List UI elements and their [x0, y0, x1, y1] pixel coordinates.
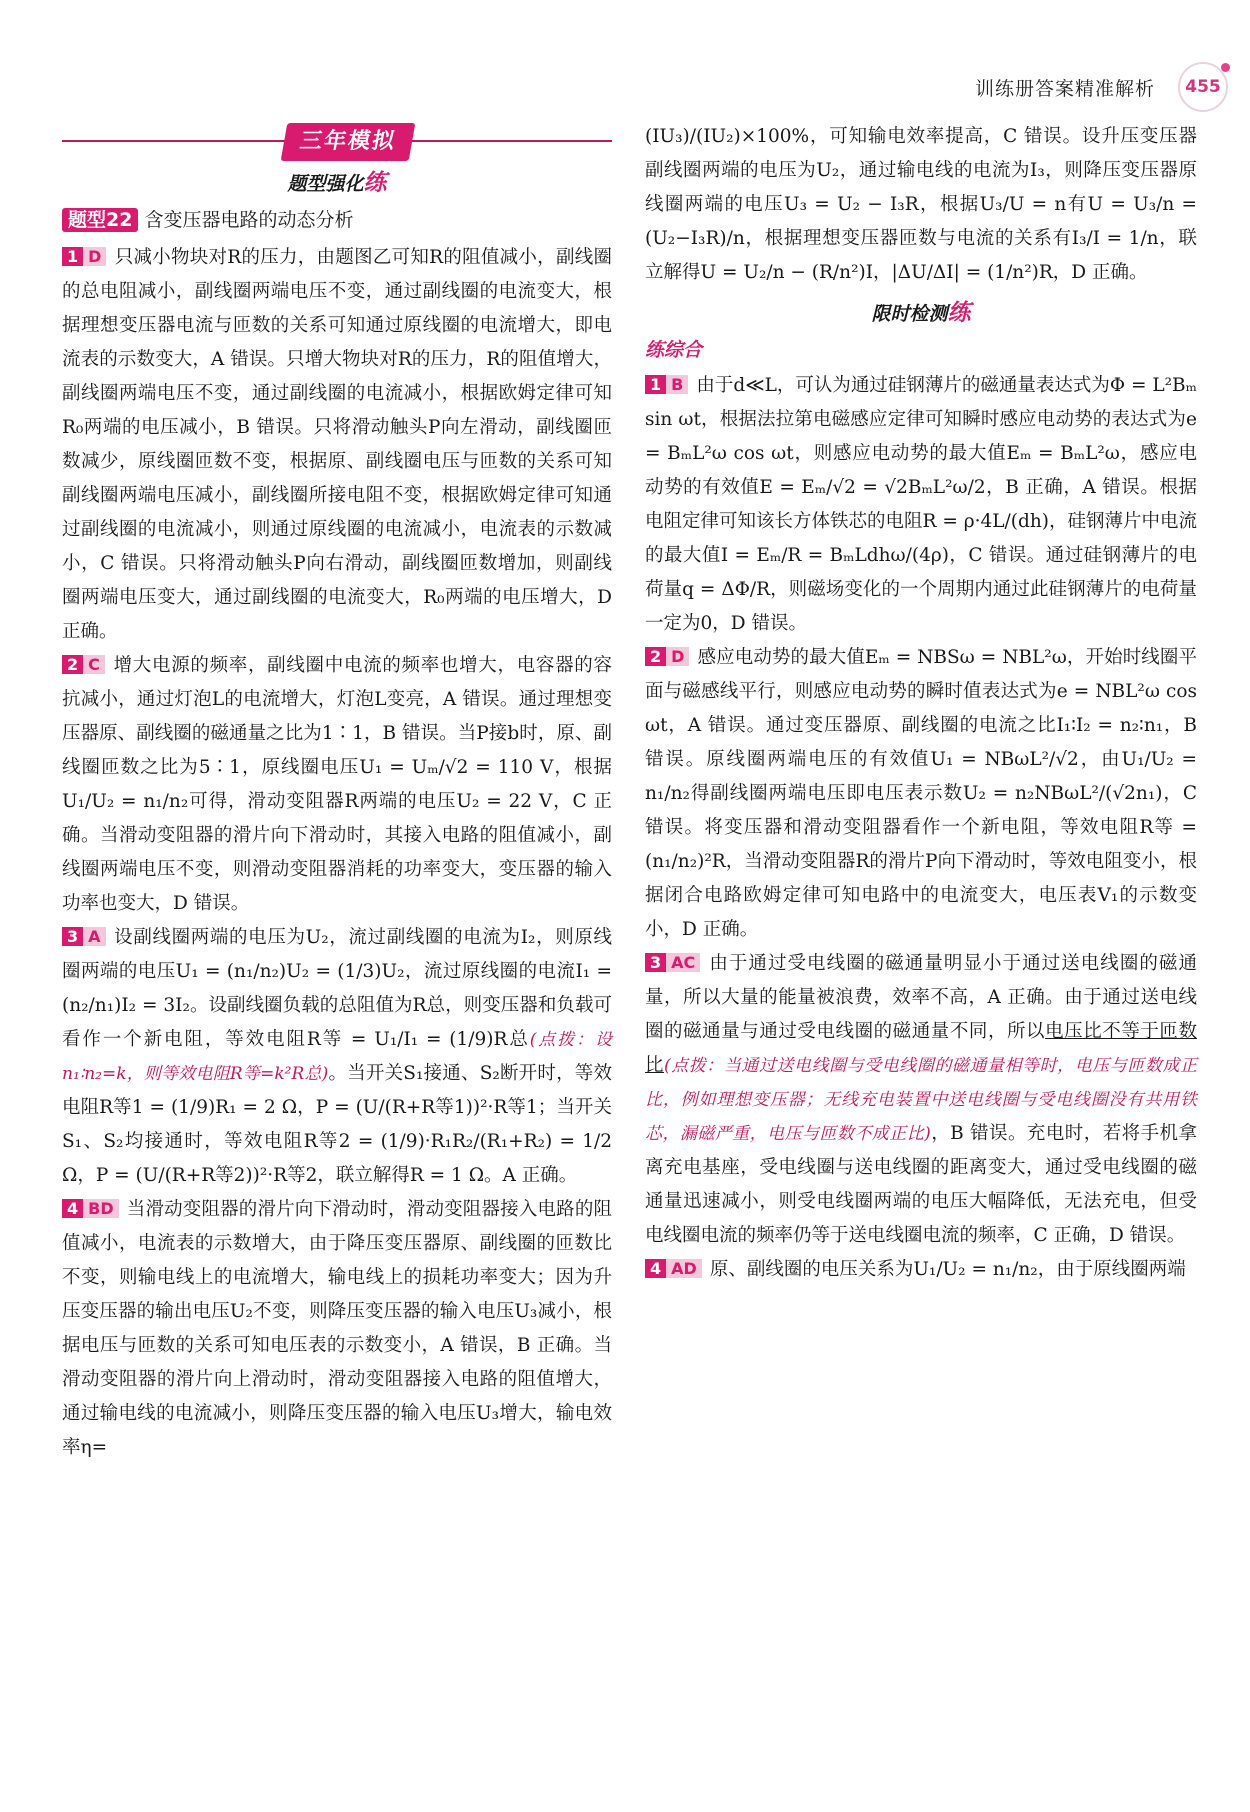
- answer-text-cont: ，B 错误。充电时，若将手机拿离充电基座，受电线圈与送电线圈的距离变大，通过受电线圈的磁通量迅速减小，则受电线圈两端的电压大幅降低，无法充电，但受电线圈电流的频率仍等于送电线圈电流的频率，C 正确，D 错误。: [645, 1123, 1197, 1246]
- topic-label: [62, 208, 138, 232]
- answer-badge: [645, 1258, 702, 1280]
- answer-letter: A: [83, 927, 105, 946]
- answer-badge: [645, 952, 700, 974]
- question-number: 3: [62, 927, 83, 946]
- section-banner: [62, 120, 612, 160]
- answer-letter: AD: [666, 1259, 702, 1278]
- answer-badge: [62, 926, 106, 948]
- subsection-title-accent: 练: [947, 300, 971, 326]
- hint-note: (点拨：设n₁∶n₂=k，则等效电阻R等=k²R总): [62, 1030, 612, 1084]
- answer-text: 当滑动变阻器的滑片向下滑动时，滑动变阻器接入电路的阻值减小，电流表的示数增大，由于降压变压器原、副线圈的匝数比不变，则输电线上的电流增大，输电线上的损耗功率变大；因为升压变压器的输出电压U₂不变，则降压变压器的输入电压U₃减小，根据电压与匝数的关系可知电压表的示数变小，A 错误，B 正确。当滑动变阻器的滑片向上滑动时，滑动变阻器接入电路的阻值增大，通过输电线的电流减小，则降压变压器的输入电压U₃增大，输电效率η=: [62, 1199, 612, 1458]
- answer-text: 增大电源的频率，副线圈中电流的频率也增大，电容器的容抗减小，通过灯泡L的电流增大，灯泡L变亮，A 错误。通过理想变压器原、副线圈的磁通量之比为1∶1，B 错误。当P接b时，原、副线圈匝数之比为5∶1，原线圈电压U₁ = Uₘ/√2 = 110 V，根据U₁/U₂ = n₁/n₂可得，滑动变阻器R两端的电压U₂ = 22 V，C 正确。当滑动变阻器的滑片向下滑动时，其接入电路的阻值减小，副线圈两端电压不变，则滑动变阻器消耗的功率变大，变压器的输入功率也变大，D 错误。: [62, 655, 612, 914]
- answer-badge: [645, 646, 689, 668]
- answer-item: [62, 1193, 612, 1465]
- continued-text: (IU₃)/(IU₂)×100%，可知输电效率提高，C 错误。设升压变压器副线圈两端的电压为U₂，通过输电线的电流为I₃，则降压变压器原线圈两端的电压U₃ = U₂ − I₃R，根据U₃/U = n有U = U₃/n = (U₂−I₃R)/n，根据理想变压器匝数与电流的关系有I₃/I = 1/n，联立解得U = U₂/n − (R/n²)I，|ΔU/ΔI| = (1/n²)R，D 正确。: [645, 126, 1197, 283]
- answer-item: [645, 1253, 1197, 1287]
- topic-number: 22: [106, 209, 133, 231]
- hint-note: (点拨：当通过送电线圈与受电线圈的磁通量相等时，电压与匝数成正比，例如理想变压器；无线充电装置中送电线圈与受电线圈没有共用铁芯，漏磁严重，电压与匝数不成正比): [645, 1056, 1197, 1144]
- subsection-title-accent: 练: [363, 170, 387, 196]
- question-number: 1: [645, 375, 666, 394]
- answer-badge: [62, 1198, 119, 1220]
- answer-item: [62, 921, 612, 1193]
- answer-letter: D: [83, 247, 106, 266]
- underlined-phrase: 电压比不等于匝数比: [645, 1021, 1197, 1076]
- question-number: 2: [645, 647, 666, 666]
- question-number: 1: [62, 247, 83, 266]
- subsection-title: [62, 166, 612, 201]
- answer-letter: AC: [666, 953, 700, 972]
- answer-item: [62, 241, 612, 649]
- section-label: 练综合: [645, 339, 703, 361]
- answer-letter: BD: [83, 1199, 118, 1218]
- subsection-title: [645, 296, 1197, 331]
- page-number: 455: [1178, 62, 1228, 112]
- topic-text: 含变压器电路的动态分析: [144, 209, 354, 231]
- answer-text: 由于通过受电线圈的磁通量明显小于通过送电线圈的磁通量，所以大量的能量被浪费，效率不高，A 正确。由于通过送电线圈的磁通量与通过受电线圈的磁通量不同，所以: [645, 953, 1197, 1042]
- answer-text-cont: 。当开关S₁接通、S₂断开时，等效电阻R等1 = (1/9)R₁ = 2 Ω，P = (U/(R+R等1))²·R等1；当开关S₁、S₂均接通时，等效电阻R等2 = (1/9)·R₁R₂/(R₁+R₂) = 1/2 Ω，P = (U/(R+R等2))²·R等2，联立解得R = 1 Ω。A 正确。: [62, 1063, 612, 1186]
- answer-item: [62, 649, 612, 921]
- answer-badge: [62, 654, 105, 676]
- banner-label: 三年模拟: [281, 123, 416, 161]
- subsection-title-text: 限时检测: [871, 303, 948, 325]
- right-column: [645, 120, 1197, 1287]
- topic-label-text: 题型: [68, 209, 107, 231]
- question-number: 2: [62, 655, 83, 674]
- answer-text: 设副线圈两端的电压为U₂，流过副线圈的电流为I₂，则原线圈两端的电压U₁ = (n₁/n₂)U₂ = (1/3)U₂，流过原线圈的电流I₁ = (n₂/n₁)I₂ = 3I₂。设副线圈负载的总阻值为R总，则变压器和负载可看作一个新电阻，等效电阻R等 = U₁/I₁ = (1/9)R总: [62, 927, 612, 1050]
- answer-badge: [645, 374, 688, 396]
- answer-item: [645, 369, 1197, 641]
- topic-heading: [62, 203, 612, 237]
- answer-item: [645, 641, 1197, 947]
- page-number-dot-icon: [1221, 63, 1230, 72]
- question-number: 3: [645, 953, 666, 972]
- answer-text: 原、副线圈的电压关系为U₁/U₂ = n₁/n₂，由于原线圈两端: [709, 1259, 1186, 1280]
- header-title: 训练册答案精准解析: [974, 78, 1155, 100]
- answer-text: 由于d≪L，可认为通过硅钢薄片的磁通量表达式为Φ = L²Bₘ sin ωt，根据法拉第电磁感应定律可知瞬时感应电动势的表达式为e = BₘL²ω cos ωt，则感应电动势的最大值Eₘ = BₘL²ω，感应电动势的有效值E = Eₘ/√2 = √2BₘL²ω/2，B 正确，A 错误。根据电阻定律可知该长方体铁芯的电阻R = ρ·4L/(dh)，硅钢薄片中电流的最大值I = Eₘ/R = BₘLdhω/(4ρ)，C 错误。通过硅钢薄片的电荷量q = ΔΦ/R，则磁场变化的一个周期内通过此硅钢薄片的电荷量一定为0，D 错误。: [645, 375, 1197, 634]
- question-number: 4: [645, 1259, 666, 1278]
- answer-letter: D: [666, 647, 689, 666]
- question-number: 4: [62, 1199, 83, 1218]
- answer-badge: [62, 246, 106, 268]
- subsection-title-text: 题型强化: [287, 173, 364, 195]
- answer-letter: C: [83, 655, 105, 674]
- answer-text: 感应电动势的最大值Eₘ = NBSω = NBL²ω，开始时线圈平面与磁感线平行，则感应电动势的瞬时值表达式为e = NBL²ω cos ωt，A 错误。通过变压器原、副线圈的电流之比I₁∶I₂ = n₂∶n₁，B 错误。原线圈两端电压的有效值U₁ = NBωL²/√2，由U₁/U₂ = n₁/n₂得副线圈两端电压即电压表示数U₂ = n₂NBωL²/(√2n₁)，C 错误。将变压器和滑动变阻器看作一个新电阻，等效电阻R等 = (n₁/n₂)²R，当滑动变阻器R的滑片P向下滑动时，等效电阻变小，根据闭合电路欧姆定律可知电路中的电流变大，电压表V₁的示数变小，D 正确。: [645, 647, 1197, 940]
- left-column: [62, 120, 612, 1465]
- answer-letter: B: [666, 375, 688, 394]
- answer-item: [645, 947, 1197, 1253]
- answer-text: 只减小物块对R的压力，由题图乙可知R的阻值减小，副线圈的总电阻减小，副线圈两端电压不变，通过副线圈的电流变大，根据理想变压器电流与匝数的关系可知通过原线圈的电流增大，即电流表的示数变大，A 错误。只增大物块对R的压力，R的阻值增大，副线圈两端电压不变，通过副线圈的电流减小，根据欧姆定律可知R₀两端的电压减小，B 错误。只将滑动触头P向左滑动，副线圈匝数减少，原线圈匝数不变，根据原、副线圈电压与匝数的关系可知副线圈两端电压减小，副线圈所接电阻不变，根据欧姆定律可知通过副线圈的电流减小，则通过原线圈的电流减小，电流表的示数减小，C 错误。只将滑动触头P向右滑动，副线圈匝数增加，则副线圈两端电压变大，通过副线圈的电流变大，R₀两端的电压增大，D 正确。: [62, 247, 612, 642]
